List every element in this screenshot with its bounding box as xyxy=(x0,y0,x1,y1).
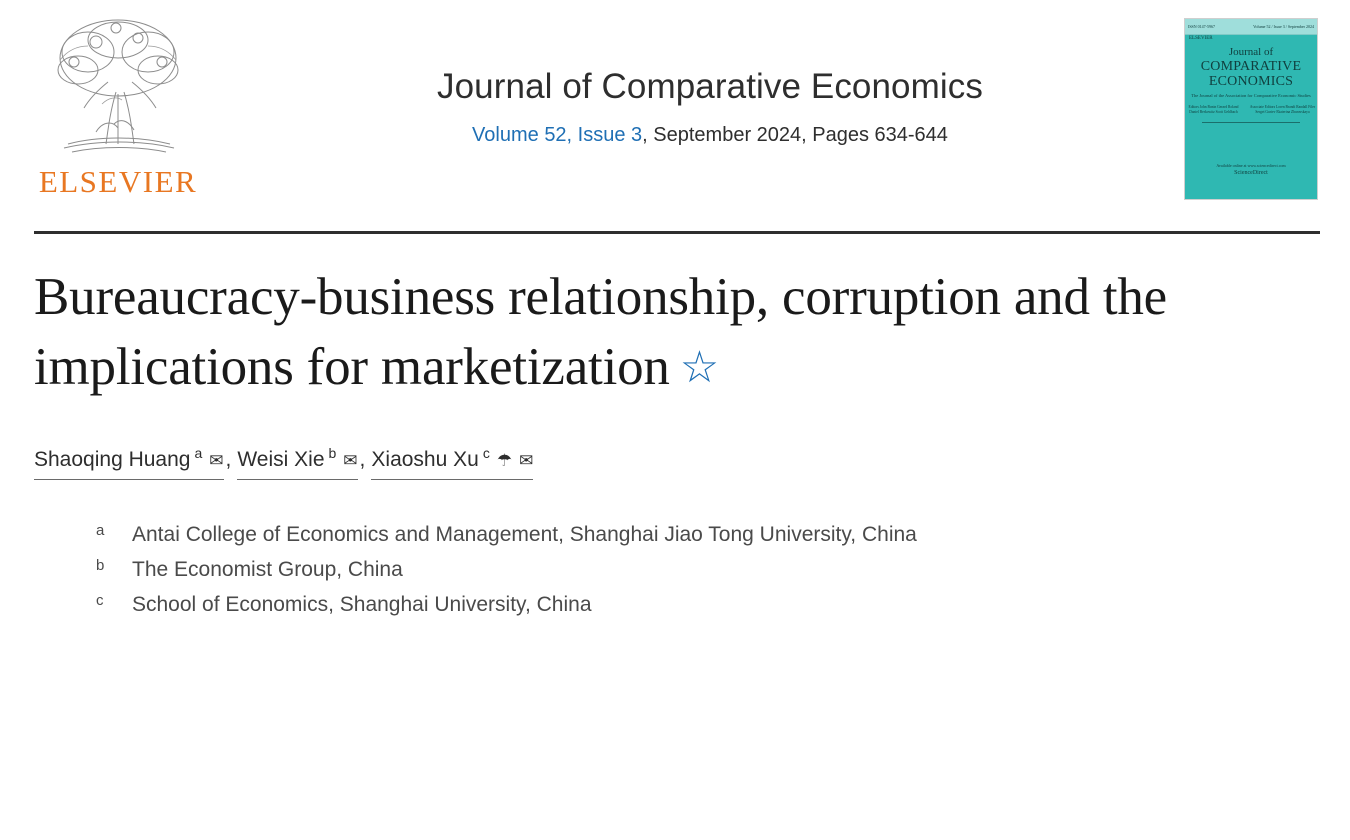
affiliation-list xyxy=(96,524,1320,615)
author-name: Weisi Xie xyxy=(237,447,325,471)
author-affiliation-mark: c xyxy=(482,444,490,461)
cover-editor-col-2: Associate Editors Loren Brandt Randall Filer Sergei Guriev Ekaterina Zhuravskaya xyxy=(1249,105,1316,115)
affiliation-item xyxy=(96,559,1320,580)
author-affiliation-mark: b xyxy=(328,444,337,461)
person-icon[interactable]: ☂ xyxy=(496,450,513,470)
journal-issue-line xyxy=(230,124,1190,147)
envelope-icon[interactable]: ✉ xyxy=(209,450,224,470)
issue-link[interactable]: Volume 52, Issue 3 xyxy=(472,124,643,146)
elsevier-wordmark: ELSEVIER xyxy=(38,164,198,199)
affiliation-item xyxy=(96,594,1320,615)
journal-title: Journal of Comparative Economics xyxy=(437,67,983,106)
cover-title-line3: ECONOMICS xyxy=(1208,73,1294,89)
issue-rest: , September 2024, Pages 634-644 xyxy=(642,124,948,146)
elsevier-logo[interactable] xyxy=(34,12,202,202)
cover-footer-note: Available online at www.sciencedirect.com xyxy=(1216,162,1286,168)
cover-title-line2: COMPARATIVE xyxy=(1200,58,1302,74)
cover-topbar xyxy=(1185,19,1317,35)
cover-editor-columns xyxy=(1185,105,1317,116)
author-list xyxy=(34,443,1320,481)
affiliation-mark: a xyxy=(96,522,105,540)
journal-title-block xyxy=(230,66,1190,147)
cover-divider xyxy=(1202,122,1300,123)
affiliation-text: The Economist Group, China xyxy=(132,558,403,582)
author-item[interactable] xyxy=(371,443,533,481)
cover-editor-col-1: Editors John Bonin Gerard Roland Daniel Berkowitz Scott Gehlbach xyxy=(1188,105,1239,115)
envelope-icon[interactable]: ✉ xyxy=(343,450,358,470)
author-item[interactable] xyxy=(34,443,224,481)
cover-footer-brand: ScienceDirect xyxy=(1234,169,1268,176)
affiliation-text: Antai College of Economics and Management, Shanghai Jiao Tong University, China xyxy=(132,523,917,547)
cover-elsevier-mark: ELSEVIER xyxy=(1189,36,1213,41)
article-block xyxy=(34,262,1320,629)
affiliation-item xyxy=(96,524,1320,545)
page-title xyxy=(34,262,1320,403)
author-separator: , xyxy=(359,447,366,471)
cover-footer xyxy=(1185,163,1317,176)
author-name: Shaoqing Huang xyxy=(34,447,191,471)
journal-header xyxy=(0,0,1350,232)
affiliation-text: School of Economics, Shanghai University, China xyxy=(132,593,592,617)
star-footnote-icon[interactable]: ☆ xyxy=(679,343,719,393)
author-name: Xiaoshu Xu xyxy=(371,447,479,471)
elsevier-tree-icon xyxy=(38,12,198,162)
affiliation-mark: b xyxy=(96,557,105,575)
envelope-icon[interactable]: ✉ xyxy=(519,450,534,470)
header-divider xyxy=(34,231,1320,234)
cover-subtitle: The Journal of the Association for Comparative Economic Studies xyxy=(1191,93,1311,99)
article-title-text: Bureaucracy-business relationship, corruption and the implications for marketization xyxy=(34,268,1167,397)
cover-issn: ISSN 0147-5967 xyxy=(1188,24,1216,29)
journal-cover-thumbnail[interactable] xyxy=(1184,18,1318,200)
cover-title xyxy=(1185,47,1317,89)
affiliation-mark: c xyxy=(96,592,104,610)
cover-volume: Volume 52 / Issue 3 / September 2024 xyxy=(1253,24,1314,29)
author-affiliation-mark: a xyxy=(194,444,203,461)
author-item[interactable] xyxy=(237,443,357,481)
cover-title-line1: Journal of xyxy=(1228,46,1274,58)
author-separator: , xyxy=(225,447,232,471)
